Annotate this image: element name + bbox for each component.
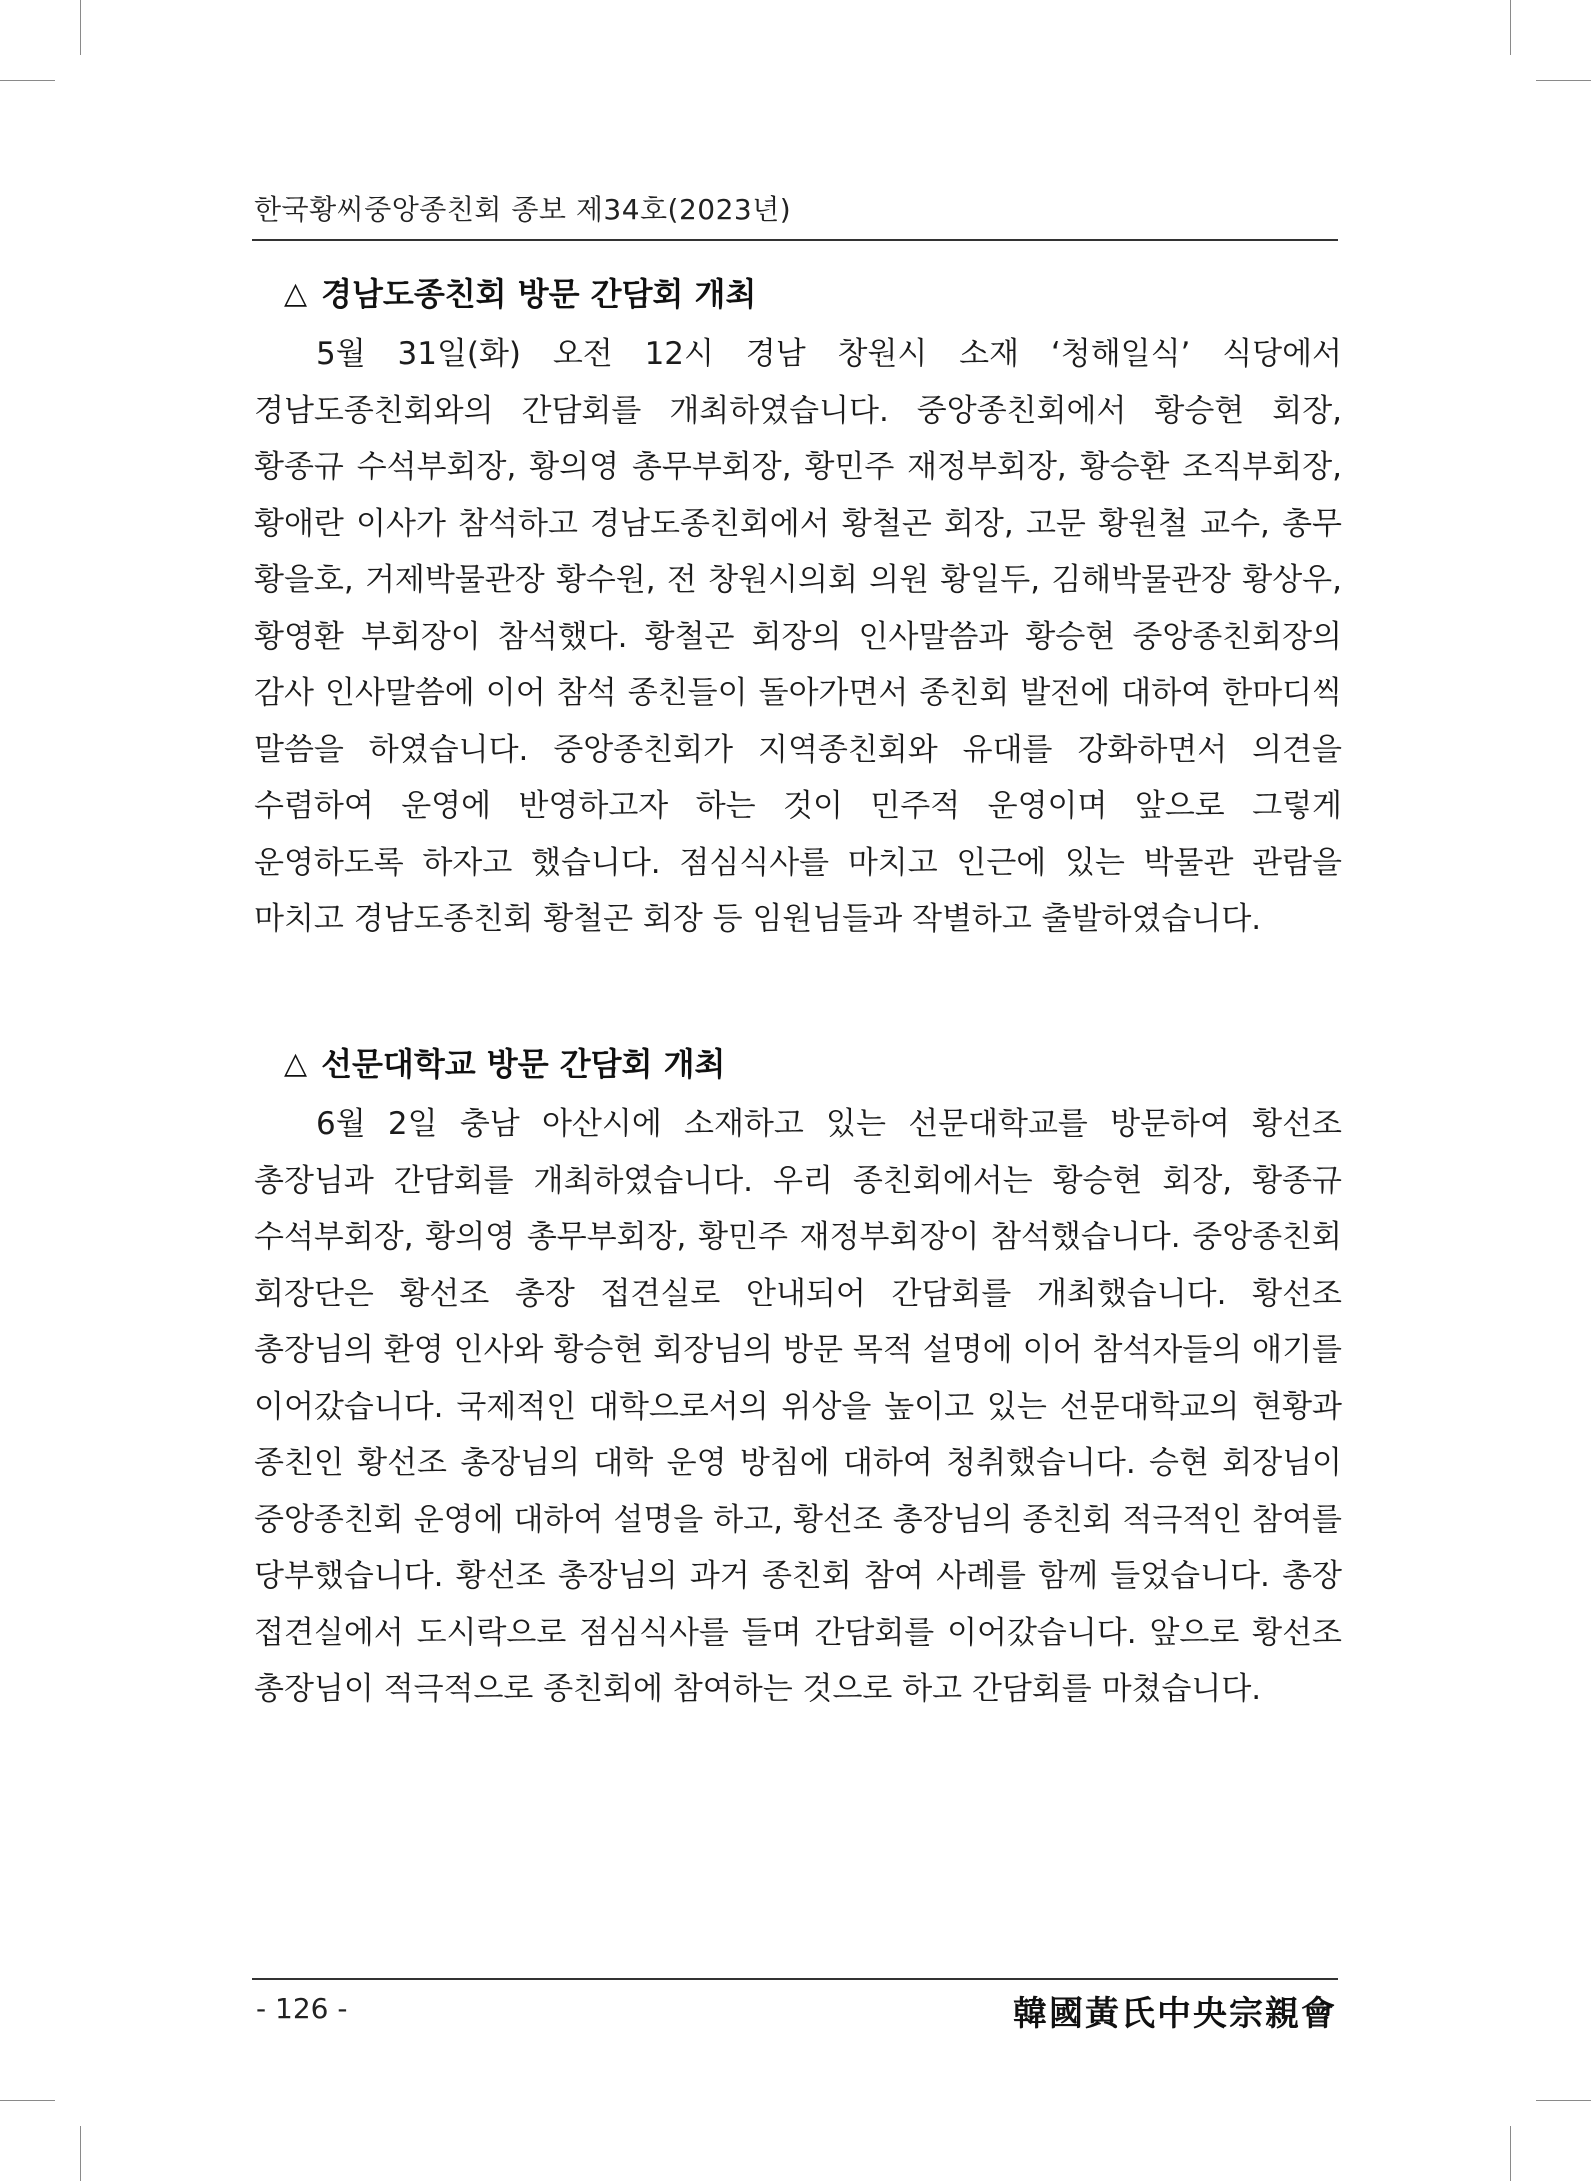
crop-mark-top-right-horizontal: [1536, 80, 1591, 81]
footer-rule: [252, 1978, 1338, 1980]
crop-mark-bottom-right-horizontal: [1536, 2100, 1591, 2101]
triangle-bullet-icon: △: [284, 276, 308, 311]
section-gyeongnam-meeting: [254, 270, 1342, 948]
crop-mark-bottom-right-vertical: [1510, 2126, 1511, 2181]
section-paragraph: 6월 2일 충남 아산시에 소재하고 있는 선문대학교를 방문하여 황선조 총장님과 간담회를 개최하였습니다. 우리 종친회에서는 황승현 회장, 황종규 수석부회장, 황의영 총무부회장, 황민주 재정부회장이 참석했습니다. 중앙종친회 회장단은 황선조 총장 접견실로 안내되어 간담회를 개최했습니다. 황선조 총장님의 환영 인사와 황승현 회장님의 방문 목적 설명에 이어 참석자들의 애기를 이어갔습니다. 국제적인 대학으로서의 위상을 높이고 있는 선문대학교의 현황과 종친인 황선조 총장님의 대학 운영 방침에 대하여 청취했습니다. 승현 회장님이 중앙종친회 운영에 대하여 설명을 하고, 황선조 총장님의 종친회 적극적인 참여를 당부했습니다. 황선조 총장님의 과거 종친회 참여 사례를 함께 들었습니다. 총장 접견실에서 도시락으로 점심식사를 들며 간담회를 이어갔습니다. 앞으로 황선조 총장님이 적극적으로 종친회에 참여하는 것으로 하고 간담회를 마쳤습니다.: [254, 1106, 1342, 1707]
header-rule: [252, 239, 1338, 241]
publisher-logo-text: 韓國黃氏中央宗親會: [1013, 1994, 1337, 2034]
crop-mark-bottom-left-vertical: [80, 2126, 81, 2181]
crop-mark-top-left-vertical: [80, 0, 81, 55]
section-heading: [284, 1040, 1342, 1088]
crop-mark-bottom-left-horizontal: [0, 2100, 55, 2101]
running-header: 한국황씨중앙종친회 종보 제34호(2023년): [254, 193, 792, 226]
crop-mark-top-right-vertical: [1510, 0, 1511, 55]
section-heading-text: 경남도종친회 방문 간담회 개최: [321, 275, 757, 313]
section-heading: [284, 270, 1342, 318]
section-sunmoon-university-meeting: [254, 1040, 1342, 1718]
crop-mark-top-left-horizontal: [0, 80, 55, 81]
section-paragraph: 5월 31일(화) 오전 12시 경남 창원시 소재 ‘청해일식’ 식당에서 경남도종친회와의 간담회를 개최하였습니다. 중앙종친회에서 황승현 회장, 황종규 수석부회장, 황의영 총무부회장, 황민주 재정부회장, 황승환 조직부회장, 황애란 이사가 참석하고 경남도종친회에서 황철곤 회장, 고문 황원철 교수, 총무 황을호, 거제박물관장 황수원, 전 창원시의회 의원 황일두, 김해박물관장 황상우, 황영환 부회장이 참석했다. 황철곤 회장의 인사말씀과 황승현 중앙종친회장의 감사 인사말씀에 이어 참석 종친들이 돌아가면서 종친회 발전에 대하여 한마디씩 말씀을 하였습니다. 중앙종친회가 지역종친회와 유대를 강화하면서 의견을 수렴하여 운영에 반영하고자 하는 것이 민주적 운영이며 앞으로 그렇게 운영하도록 하자고 했습니다. 점심식사를 마치고 인근에 있는 박물관 관람을 마치고 경남도종친회 황철곤 회장 등 임원님들과 작별하고 출발하였습니다.: [254, 336, 1342, 937]
triangle-bullet-icon: △: [284, 1046, 308, 1081]
section-heading-text: 선문대학교 방문 간담회 개최: [321, 1045, 726, 1083]
page-number: - 126 -: [256, 1992, 348, 2025]
